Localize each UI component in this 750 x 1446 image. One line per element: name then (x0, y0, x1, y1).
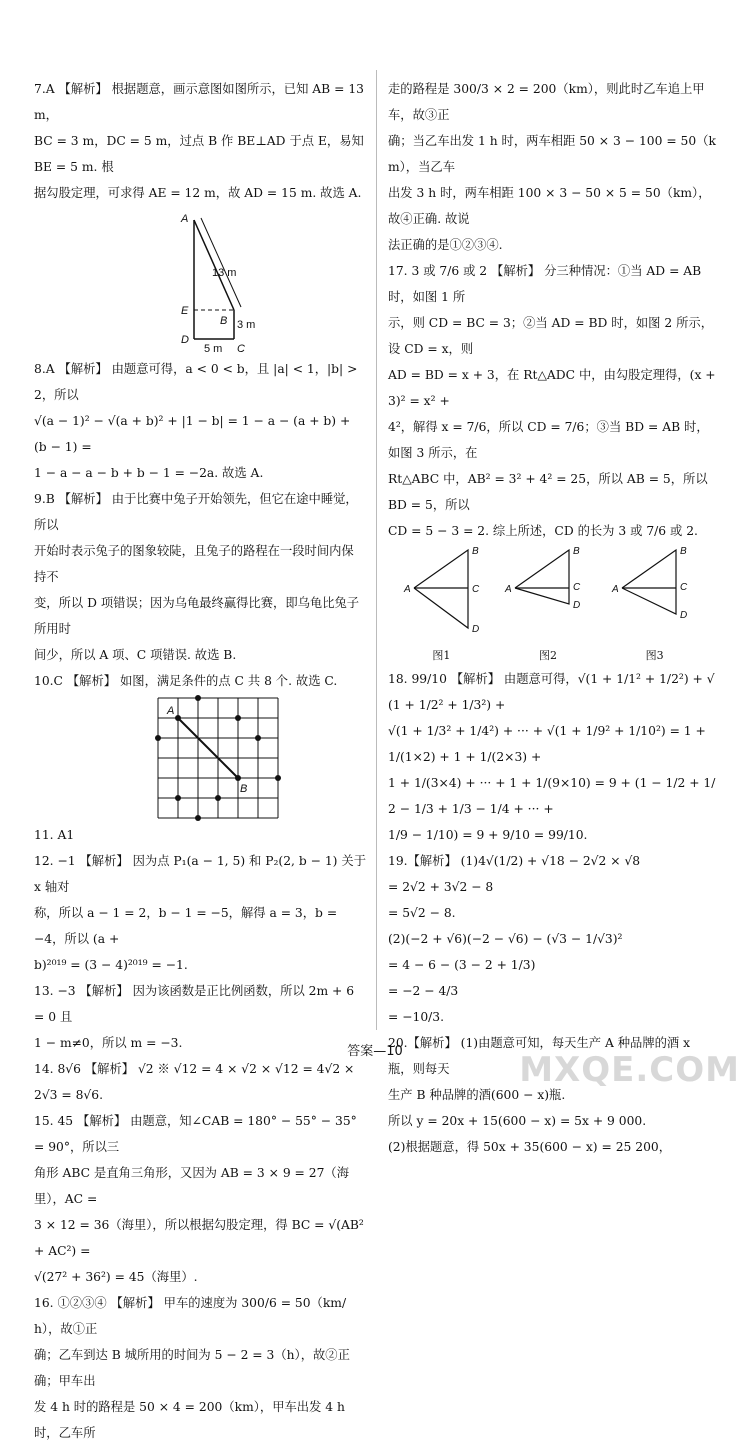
q7-line-1: 7.A 【解析】 根据题意，画示意图如图所示，已知 AB = 13 m， (34, 82, 364, 122)
page-footer: 答案—10 (347, 1044, 403, 1059)
figure-3 (610, 544, 700, 663)
q12-line-2: 称，所以 a − 1 = 2，b − 1 = −5，解得 a = 3，b = −4，所以 (a + (34, 906, 338, 946)
fig3-label-d: D (679, 610, 687, 621)
q9-line-3: 变，所以 D 项错误；因为乌龟最终赢得比赛，即乌龟比兔子所用时 (34, 596, 360, 636)
q16-line-6: 出发 3 h 时，两车相距 100 × 3 − 50 × 5 = 50（km），故④正确. 故说 (388, 186, 711, 226)
fig3-label-b: B (679, 546, 687, 557)
caption-2: 图2 (538, 649, 557, 662)
fig2-label-d: D (572, 600, 581, 611)
q17-line-1: 17. 3 或 7/6 或 2 【解析】 分三种情况：①当 AD = AB 时，如图 1 所 (388, 264, 702, 304)
q17-line-3: AD = BD = x + 3，在 Rt△ADC 中，由勾股定理得，(x + 3)² = x² + (388, 368, 716, 408)
q20-line-2: 生产 B 种品牌的酒(600 − x)瓶. (388, 1088, 566, 1102)
q7-figure (34, 206, 366, 356)
q19-line-6: = −2 − 4/3 (388, 984, 459, 998)
q17-line-6: CD = 5 − 3 = 2. 综上所述，CD 的长为 3 或 7/6 或 2. (388, 524, 698, 538)
q15-line-4: √(27² + 36²) = 45（海里）. (34, 1270, 198, 1284)
q18-line-1: 18. 99/10 【解析】 由题意可得，√(1 + 1/1² + 1/2²) + √(1 + 1/2² + 1/3²) + (388, 672, 715, 712)
q13-line-2: 1 − m≠0，所以 m = −3. (34, 1036, 183, 1050)
q19-line-1: 19.【解析】 (1)4√(1/2) + √18 − 2√2 × √8 (388, 854, 641, 868)
fig1-label-b: B (472, 546, 479, 557)
watermark: MXQE.COM (519, 1050, 740, 1090)
fig1-label-a: A (404, 584, 411, 595)
q15-line-1: 15. 45 【解析】 由题意，知∠CAB = 180° − 55° − 35° = 90°，所以三 (34, 1114, 357, 1154)
left-column (34, 76, 366, 1446)
q7-line-3: 据勾股定理，可求得 AE = 12 m，故 AD = 15 m. 故选 A. (34, 186, 362, 200)
q8-line-2: √(a − 1)² − √(a + b)² + |1 − b| = 1 − a − (a + b) + (b − 1) = (34, 414, 351, 454)
fig7-label-d: D (181, 334, 189, 346)
q16-line-4: 走的路程是 300/3 × 2 = 200（km），则此时乙车追上甲车，故③正 (388, 82, 705, 122)
q17-figures (388, 544, 708, 663)
fig7-label-c: C (237, 343, 245, 355)
q15-line-2: 角形 ABC 是直角三角形，又因为 AB = 3 × 9 = 27（海里），AC = (34, 1166, 350, 1206)
q20-line-1: 20.【解析】 (1)由题意可知，每天生产 A 种品牌的酒 x 瓶，则每天 (388, 1036, 691, 1076)
q16-line-5: 确；当乙车出发 1 h 时，两车相距 50 × 3 − 100 = 50（km），当乙车 (388, 134, 716, 174)
fig7-label-5m: 5 m (204, 343, 223, 355)
triangle-figure-1 (396, 544, 486, 640)
q16-line-7: 法正确的是①②③④. (388, 238, 503, 252)
q7-line-2: BC = 3 m，DC = 5 m，过点 B 作 BE⊥AD 于点 E，易知 BE = 5 m. 根 (34, 134, 364, 174)
q11-line-1: 11. A1 (34, 828, 75, 842)
q8-line-1: 8.A 【解析】 由题意可得，a < 0 < b，且 |a| < 1，|b| > 2，所以 (34, 362, 358, 402)
q8-line-3: 1 − a − a − b + b − 1 = −2a. 故选 A. (34, 466, 264, 480)
q16-line-3: 发 4 h 时的路程是 50 × 4 = 200（km），甲车出发 4 h 时，乙车所 (34, 1400, 345, 1440)
q19-line-2: = 2√2 + 3√2 − 8 (388, 880, 494, 894)
fig7-label-3m: 3 m (237, 319, 256, 331)
fig1-label-d: D (472, 624, 480, 635)
q18-line-4: 1/9 − 1/10) = 9 + 9/10 = 99/10. (388, 828, 588, 842)
q17-line-5: Rt△ABC 中，AB² = 3² + 4² = 25，所以 AB = 5，所以 BD = 5，所以 (388, 472, 708, 512)
fig3-label-c: C (679, 582, 687, 593)
q12-line-3: b)²⁰¹⁹ = (3 − 4)²⁰¹⁹ = −1. (34, 958, 188, 972)
figure-1 (396, 544, 486, 663)
fig2-label-c: C (572, 582, 581, 593)
grid-label-b: B (240, 783, 248, 795)
q19-line-5: = 4 − 6 − (3 − 2 + 1/3) (388, 958, 536, 972)
q10-grid-figure (34, 694, 366, 822)
q9-line-1: 9.B 【解析】 由于比赛中兔子开始领先，但它在途中睡觉，所以 (34, 492, 358, 532)
fig2-label-b: B (572, 546, 580, 557)
fig2-label-a: A (504, 584, 512, 595)
fig7-label-e: E (181, 305, 189, 317)
q9-line-4: 间少，所以 A 项、C 项错误. 故选 B. (34, 648, 237, 662)
caption-3: 图3 (645, 649, 664, 662)
right-column (388, 76, 718, 1160)
q19-line-3: = 5√2 − 8. (388, 906, 456, 920)
fig7-label-b: B (220, 315, 228, 327)
q14-line-1: 14. 8√6 【解析】 √2 ※ √12 = 4 × √2 × √12 = 4√2 × 2√3 = 8√6. (34, 1062, 355, 1102)
figure-2 (503, 544, 593, 663)
q19-line-4: (2)(−2 + √6)(−2 − √6) − (√3 − 1/√3)² (388, 932, 623, 946)
q20-line-4: (2)根据题意，得 50x + 35(600 − x) = 25 200， (388, 1140, 672, 1154)
column-divider (376, 70, 377, 1030)
q13-line-1: 13. −3 【解析】 因为该函数是正比例函数，所以 2m + 6 = 0 且 (34, 984, 355, 1024)
q17-line-2: 示，则 CD = BC = 3；②当 AD = BD 时，如图 2 所示，设 CD = x，则 (388, 316, 713, 356)
q10-line-1: 10.C 【解析】 如图，满足条件的点 C 共 8 个. 故选 C. (34, 674, 338, 688)
grid-label-a: A (167, 705, 175, 717)
caption-1: 图1 (432, 649, 451, 662)
q16-line-2: 确；乙车到达 B 城所用的时间为 5 − 2 = 3（h），故②正确；甲车出 (34, 1348, 350, 1388)
q9-line-2: 开始时表示兔子的图象较陡，且兔子的路程在一段时间内保持不 (34, 544, 354, 584)
triangle-figure-3 (610, 544, 700, 640)
q20-line-3: 所以 y = 20x + 15(600 − x) = 5x + 9 000. (388, 1114, 647, 1128)
q17-line-4: 4²，解得 x = 7/6，所以 CD = 7/6；③当 BD = AB 时，如图 3 所示，在 (388, 420, 709, 460)
q12-line-1: 12. −1 【解析】 因为点 P₁(a − 1, 5) 和 P₂(2, b − 1) 关于 x 轴对 (34, 854, 366, 894)
fig3-label-a: A (611, 584, 619, 595)
fig1-label-c: C (472, 584, 480, 595)
q16-line-1: 16. ①②③④ 【解析】 甲车的速度为 300/6 = 50（km/h），故①正 (34, 1296, 347, 1336)
q18-line-2: √(1 + 1/3² + 1/4²) + ··· + √(1 + 1/9² + 1/10²) = 1 + 1/(1×2) + 1 + 1/(2×3) + (388, 724, 706, 764)
q19-line-7: = −10/3. (388, 1010, 445, 1024)
q18-line-3: 1 + 1/(3×4) + ··· + 1 + 1/(9×10) = 9 + (1 − 1/2 + 1/2 − 1/3 + 1/3 − 1/4 + ··· + (388, 776, 716, 816)
q15-line-3: 3 × 12 = 36（海里），所以根据勾股定理，得 BC = √(AB² + AC²) = (34, 1218, 364, 1258)
fig7-label-a: A (181, 213, 189, 225)
fig7-label-13m: 13 m (212, 267, 237, 279)
triangle-figure-2 (503, 544, 593, 640)
